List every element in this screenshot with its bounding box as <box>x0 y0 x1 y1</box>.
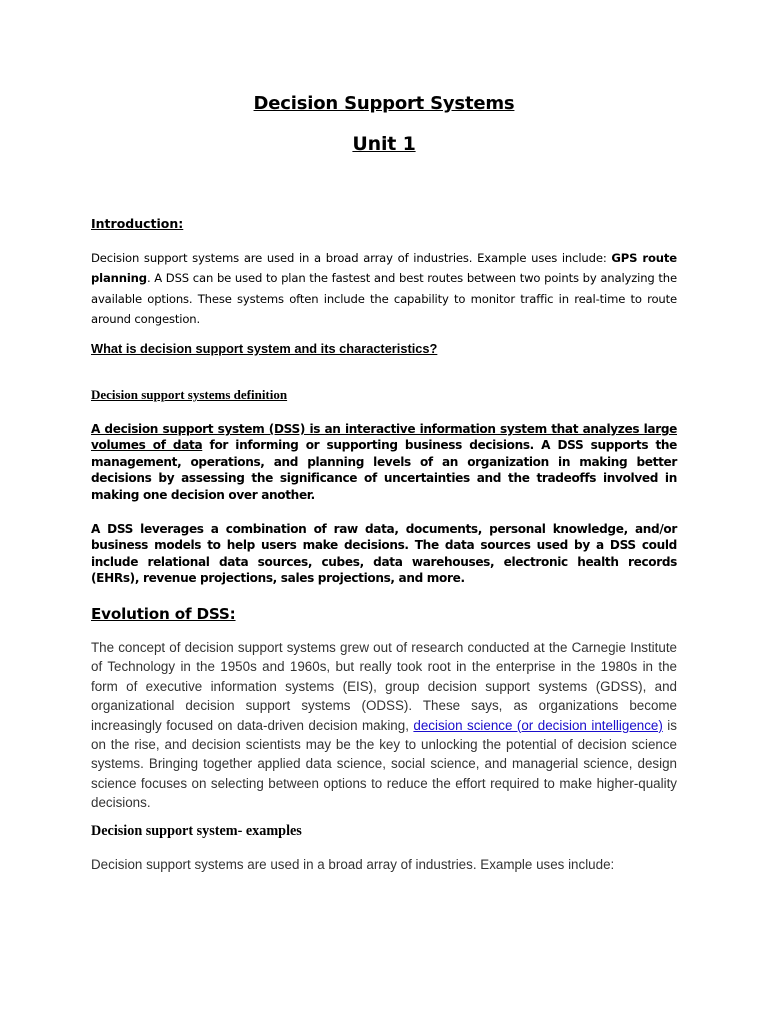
evolution-paragraph <box>91 638 677 813</box>
definition-paragraph <box>91 421 677 503</box>
intro-text-end: . A DSS can be used to plan the fastest and best routes between two points by analyzing the available options. These systems often include the capability to monitor traffic in real-time to route around congestion. <box>91 271 677 327</box>
examples-heading: Decision support system- examples <box>91 823 302 839</box>
unit-title: Unit 1 <box>352 133 416 155</box>
question-heading: What is decision support system and its characteristics? <box>91 341 438 356</box>
definition-heading: Decision support systems definition <box>91 387 288 402</box>
evolution-text-start: The concept of decision support systems grew out of research conducted at the Carnegie Institute of Technology in the 1950s and 1960s, but really took root in the enterprise in the 1980s in the form of executive information systems (EIS), group decision support systems (GDSS), and organizational decision support systems (ODSS). These says, as organizations become increasingly focused on data-driven decision making, <box>91 640 677 733</box>
evolution-text-end: is on the rise, and decision scientists may be the key to unlocking the potential of decision science systems. Bringing together applied data science, social science, and managerial science, design science focuses on selecting between options to reduce the effort required to make higher-quality decisions. <box>91 717 677 811</box>
intro-text-start: Decision support systems are used in a broad array of industries. Example uses include: <box>91 251 612 265</box>
evolution-heading: Evolution of DSS: <box>91 605 236 623</box>
decision-science-link[interactable]: decision science (or decision intelligence) <box>413 717 663 733</box>
introduction-heading: Introduction: <box>91 216 184 231</box>
examples-paragraph: Decision support systems are used in a broad array of industries. Example uses include: <box>91 857 615 872</box>
document-title: Decision Support Systems <box>253 93 515 114</box>
intro-bold-text: GPS route planning <box>91 251 677 286</box>
definition-underlined-text: A decision support system (DSS) is an interactive information system that analyzes large volumes of data <box>91 422 677 453</box>
introduction-paragraph <box>91 248 677 330</box>
definition-rest-text: for informing or supporting business decisions. A DSS supports the management, operations, and planning levels of an organization in making better decisions by assessing the significance of uncertainties and the tradeoffs involved in making one decision over another. <box>91 438 677 502</box>
leverage-paragraph: A DSS leverages a combination of raw data, documents, personal knowledge, and/or business models to help users make decisions. The data sources used by a DSS could include relational data sources, cubes, data warehouses, electronic health records (EHRs), revenue projections, sales projections, and more. <box>91 522 677 586</box>
